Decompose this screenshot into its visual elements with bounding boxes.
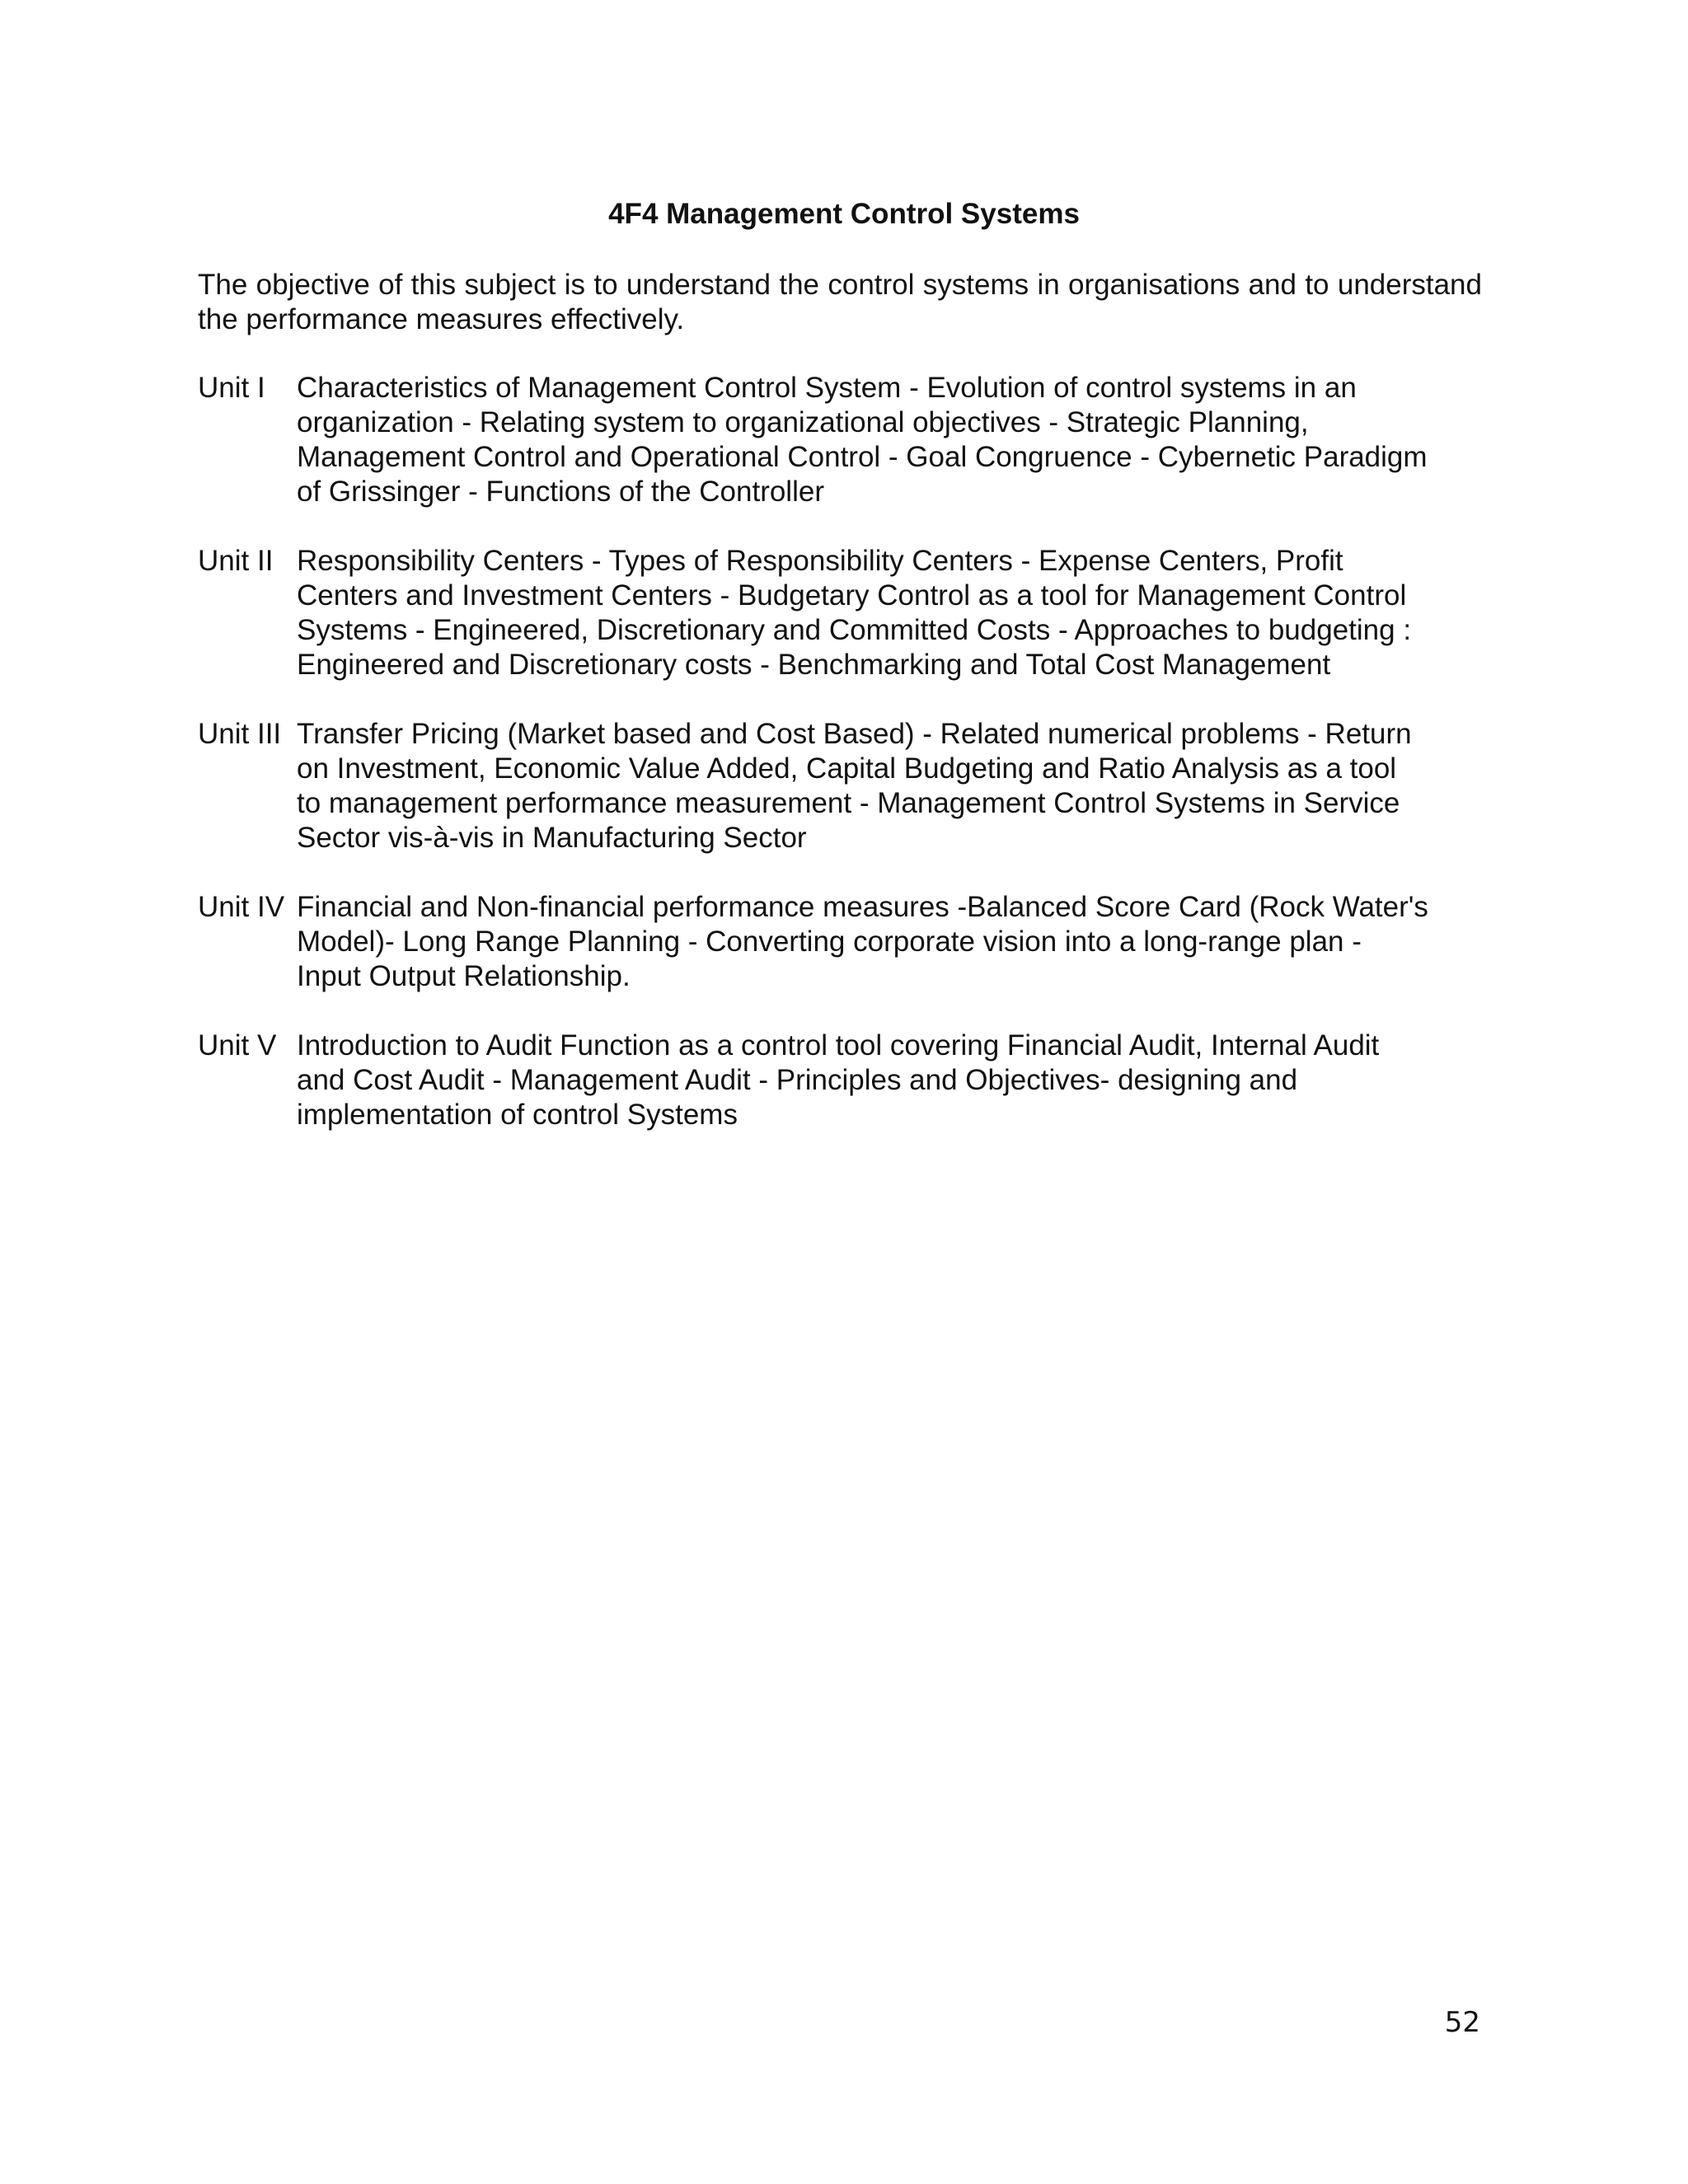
unit-label: Unit I bbox=[198, 372, 265, 404]
document-title: 4F4 Management Control Systems bbox=[608, 198, 1080, 230]
unit-line: of Grissinger - Functions of the Controller bbox=[297, 476, 824, 508]
unit-line: implementation of control Systems bbox=[297, 1099, 738, 1131]
unit-line: Responsibility Centers - Types of Responsibility Centers - Expense Centers, Profit bbox=[297, 545, 1343, 577]
unit-label: Unit V bbox=[198, 1029, 277, 1062]
unit-line: on Investment, Economic Value Added, Capital Budgeting and Ratio Analysis as a tool bbox=[297, 752, 1397, 785]
unit-description bbox=[297, 1029, 1492, 1132]
unit-line: Introduction to Audit Function as a control tool covering Financial Audit, Internal Audit bbox=[297, 1029, 1380, 1062]
unit-line: Management Control and Operational Control - Goal Congruence - Cybernetic Paradigm bbox=[297, 441, 1428, 473]
unit-description bbox=[297, 890, 1492, 994]
unit-description bbox=[297, 544, 1492, 682]
unit-description bbox=[297, 717, 1492, 855]
unit-list bbox=[198, 371, 1492, 1167]
unit-line: Centers and Investment Centers - Budgetary Control as a tool for Management Control bbox=[297, 579, 1407, 612]
unit-line: Model)- Long Range Planning - Converting corporate vision into a long-range plan - bbox=[297, 926, 1362, 958]
unit-item bbox=[198, 717, 1492, 855]
unit-line: Sector vis-à-vis in Manufacturing Sector bbox=[297, 822, 807, 854]
unit-line: Characteristics of Management Control System - Evolution of control systems in an bbox=[297, 372, 1357, 404]
unit-item bbox=[198, 890, 1492, 994]
unit-line: and Cost Audit - Management Audit - Principles and Objectives- designing and bbox=[297, 1064, 1298, 1096]
unit-line: Systems - Engineered, Discretionary and Committed Costs - Approaches to budgeting : bbox=[297, 614, 1412, 646]
unit-description bbox=[297, 371, 1492, 509]
unit-line: Engineered and Discretionary costs - Benchmarking and Total Cost Management bbox=[297, 649, 1331, 681]
unit-label: Unit IV bbox=[198, 891, 285, 923]
unit-line: Transfer Pricing (Market based and Cost Based) - Related numerical problems - Return bbox=[297, 718, 1412, 750]
unit-label: Unit III bbox=[198, 718, 282, 750]
unit-line: organization - Relating system to organizational objectives - Strategic Planning, bbox=[297, 406, 1309, 438]
unit-item bbox=[198, 544, 1492, 682]
subject-objective: The objective of this subject is to understand the control systems in organisations and to understand the performance measures effectively. bbox=[198, 269, 1482, 335]
unit-line: Financial and Non-financial performance measures -Balanced Score Card (Rock Water's bbox=[297, 891, 1428, 923]
unit-label: Unit II bbox=[198, 545, 274, 577]
unit-item bbox=[198, 1029, 1492, 1132]
unit-item bbox=[198, 371, 1492, 509]
unit-line: to management performance measurement - Management Control Systems in Service bbox=[297, 787, 1400, 819]
unit-line: Input Output Relationship. bbox=[297, 960, 631, 992]
page-number: 52 bbox=[1444, 2006, 1480, 2039]
